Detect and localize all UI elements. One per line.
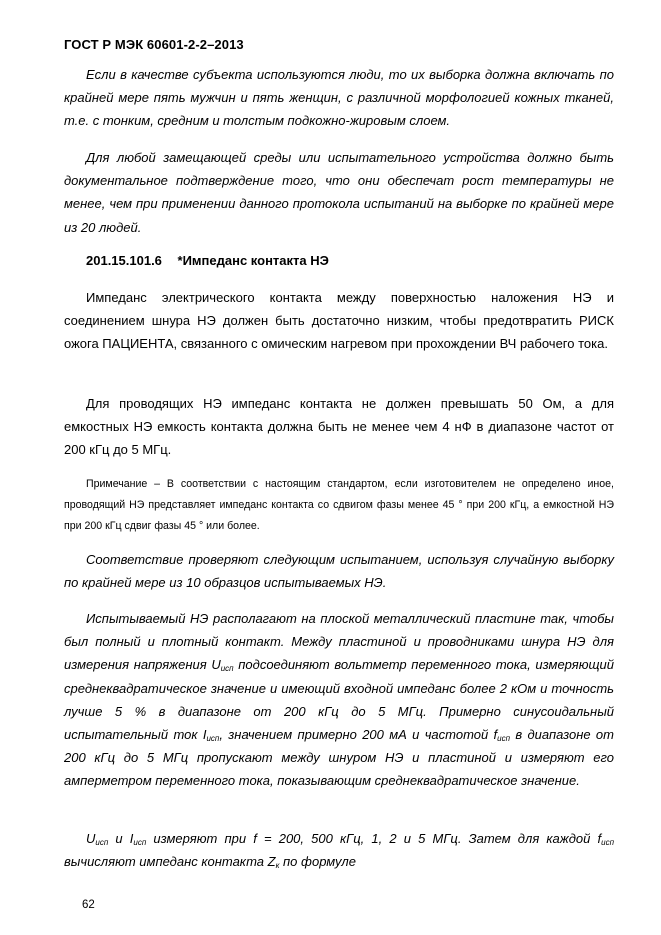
page-number: 62 [82,899,95,911]
section-number: 201.15.101.6 [86,253,162,268]
section-title: *Импеданс контакта НЭ [177,253,329,268]
paragraph-measurement: $U_{исп}$ и $I_{исп}$ измеряют при f = 200, 500 кГц, 1, 2 и 5 МГц. Затем для каждой $f_{исп}$ вычисляют импеданс контакта $Z_к$ по формуле [64,831,614,871]
note: Примечание – В соответствии с настоящим стандартом, если изготовителем не определено иное, проводящий НЭ представляет импеданс контакта со сдвигом фазы менее 45 ° при 200 кГц, а емкостной НЭ при 200 кГц сдвиг фазы 45 ° или более. [64,478,614,532]
paragraph-limits: Для проводящих НЭ импеданс контакта не должен превышать 50 Ом, а для емкостных НЭ емкость контакта должна быть не менее чем 4 нФ в диапазоне частот от 200 кГц до 5 МГц. [64,396,614,458]
paragraph-test-procedure: Испытываемый НЭ располагают на плоской металлический пластине так, чтобы был полный и плотный контакт. Между пластиной и проводниками шнура НЭ для измерения напряжения $U_{исп}$ подсоединяют вольтметр переменного тока, измеряющий среднеквадратическое значение и имеющий входной импеданс более 2 кОм и точность лучше 5 % в диапазоне от 200 кГц до 5 МГц. Примерно синусоидальный испытательный ток $I_{исп}$, значением примерно 200 мА и частотой $f_{исп}$ в диапазоне от 200 кГц до 5 МГц пропускают между шнуром НЭ и пластиной и измеряют его амперметром переменного тока, показывающим среднеквадратическое значение. [64,611,614,789]
paragraph-compliance: Соответствие проверяют следующим испытанием, используя случайную выборку по крайней мере из 10 образцов испытываемых НЭ. [64,552,614,591]
paragraph-substitute-media: Для любой замещающей среды или испытательного устройства должно быть документальное подтверждение того, что они обеспечат рост температуры не менее, чем при применении данного протокола испытаний на выборке по крайней мере из 20 людей. [64,150,614,235]
paragraph-subjects: Если в качестве субъекта используются люди, то их выборка должна включать по крайней мере пять мужчин и пять женщин, с различной морфологией кожных тканей, т.е. с тонким, средним и толстым подкожно-жировым слоем. [64,67,614,129]
section-heading [86,253,329,268]
document-header: ГОСТ Р МЭК 60601-2-2–2013 [64,37,244,52]
paragraph-contact-impedance: Импеданс электрического контакта между поверхностью наложения НЭ и соединением шнура НЭ должен быть достаточно низким, чтобы предотвратить РИСК ожога ПАЦИЕНТА, связанного с омическим нагревом при прохождении ВЧ рабочего тока. [64,290,614,352]
